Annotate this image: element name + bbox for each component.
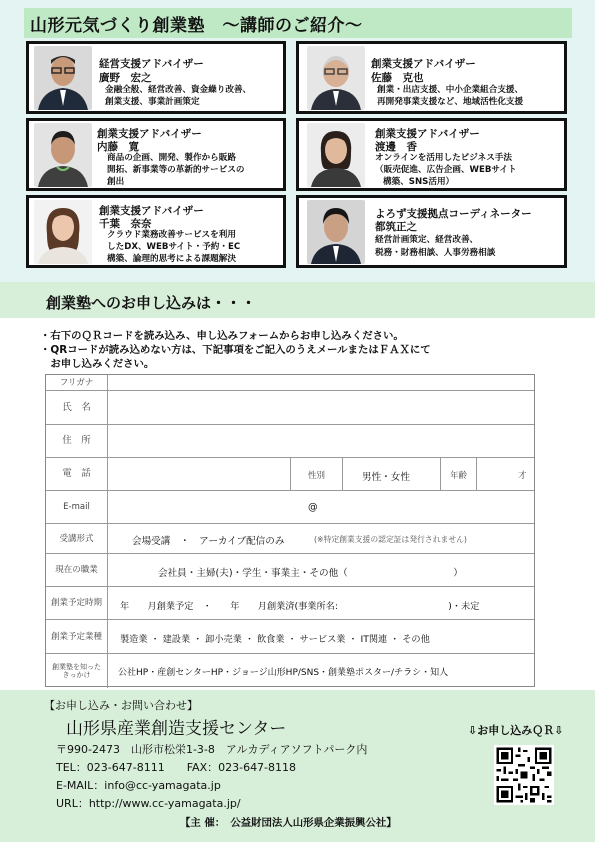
qr-code-icon[interactable] xyxy=(494,745,554,805)
instructor-desc-line: 商品の企画、開発、製作から販路 xyxy=(107,153,236,163)
cell-divider xyxy=(342,458,343,490)
form-row-industry xyxy=(46,620,534,654)
woman-photo xyxy=(34,200,92,264)
instructor-desc-line: （販売促進、広告企画、WEBサイト xyxy=(375,165,517,175)
field-label: 現在の職業 xyxy=(46,554,108,586)
field-label: 創業予定時期 xyxy=(46,587,108,619)
instructor-desc-line: 再開発事業支援など、地域活性化支援 xyxy=(377,97,524,107)
instructor-role: 創業支援アドバイザー xyxy=(99,205,204,217)
man-with-glasses-photo xyxy=(307,46,365,110)
organization-name: 山形県産業創造支援センター xyxy=(66,719,287,739)
form-row-name xyxy=(46,391,534,425)
instructor-role: 創業支援アドバイザー xyxy=(97,128,202,140)
instructor-desc-line: 金融全般、経営改善、資金繰り改善、 xyxy=(105,85,252,95)
contact-heading: 【お申し込み・お問い合わせ】 xyxy=(44,699,198,712)
start-date-options: 年 月創業予定 ・ 年 月創業済(事業所名: )・未定 xyxy=(120,601,480,612)
instructor-card xyxy=(26,118,286,191)
instructor-card xyxy=(296,195,567,268)
contact-address: 〒990-2473 山形市松栄1-3-8 アルカディアソフトパーク内 xyxy=(56,743,368,756)
instructor-name: 渡邊 香 xyxy=(375,141,417,153)
form-row-occupation xyxy=(46,554,534,587)
man-photo xyxy=(307,200,365,264)
instructor-card xyxy=(296,118,567,191)
instructor-name: 内藤 寛 xyxy=(97,141,139,153)
instructor-desc-line: 創業支援、事業計画策定 xyxy=(105,97,200,107)
instructor-card xyxy=(296,41,567,114)
application-form xyxy=(45,374,535,687)
contact-tel-fax: TEL：023-647-8111 FAX：023-647-8118 xyxy=(56,761,297,774)
instructor-desc-line: 開拓、新事業等の革新的サービスの xyxy=(107,165,245,175)
page-title: 山形元気づくり創業塾 ～講師のご紹介～ xyxy=(30,16,363,36)
instructor-desc-line: 構築、論理的思考による課題解決 xyxy=(107,254,236,264)
instructor-desc-line: したDX、WEBサイト・予約・EC xyxy=(107,242,241,252)
attendance-note: (※特定創業支援の認定証は発行されません) xyxy=(314,535,467,544)
cell-divider xyxy=(476,458,477,490)
instructor-desc-line: 構築、SNS活用） xyxy=(383,177,455,187)
age-label: 年齢 xyxy=(450,471,468,481)
instructor-card xyxy=(26,41,286,114)
contact-email: E-MAIL：info@cc-yamagata.jp xyxy=(56,779,221,792)
instructor-role: よろず支援拠点コーディネーター xyxy=(375,208,532,220)
qr-label: ⇩お申し込みＱＲ⇩ xyxy=(468,724,564,737)
woman-photo xyxy=(307,123,365,187)
field-label: 創業予定業種 xyxy=(46,620,108,653)
form-row-address xyxy=(46,425,534,458)
form-row-furigana xyxy=(46,375,534,391)
instructor-desc-line: 創出 xyxy=(107,177,125,187)
field-label: 電 話 xyxy=(46,458,108,490)
form-row-attendance xyxy=(46,524,534,554)
form-row-start-date xyxy=(46,587,534,620)
field-label: E-mail xyxy=(46,491,108,523)
man-with-glasses-photo xyxy=(34,46,92,110)
instruction-note: ・右下のＱＲコードを読み込み、申し込みフォームからお申し込みください。 xyxy=(40,330,404,342)
instructor-desc-line: 経営計画策定、経営改善、 xyxy=(375,235,479,245)
instructor-name: 千葉 奈奈 xyxy=(99,218,152,230)
instructor-role: 創業支援アドバイザー xyxy=(371,58,476,70)
cell-divider xyxy=(440,458,441,490)
instructor-card xyxy=(26,195,286,268)
cell-divider xyxy=(290,458,291,490)
field-label: 創業塾を知ったきっかけ xyxy=(46,654,108,688)
instructor-role: 創業支援アドバイザー xyxy=(375,128,480,140)
gender-label: 性別 xyxy=(308,471,326,481)
apply-title: 創業塾へのお申し込みは・・・ xyxy=(46,294,257,312)
instruction-note: お申し込みください。 xyxy=(40,358,155,370)
email-at-sign: @ xyxy=(308,502,318,513)
form-row-referral xyxy=(46,654,534,688)
field-label: 受講形式 xyxy=(46,524,108,553)
contact-url: URL：http://www.cc-yamagata.jp/ xyxy=(56,797,241,810)
gender-options: 男性・女性 xyxy=(362,472,410,483)
age-unit: 才 xyxy=(518,471,527,481)
instructor-name: 廣野 宏之 xyxy=(99,72,152,84)
instructor-name: 都筑正之 xyxy=(375,221,417,233)
sponsor-line: 【主 催： 公益財団法人山形県企業振興公社】 xyxy=(180,817,397,829)
form-row-phone xyxy=(46,458,534,491)
field-label: フリガナ xyxy=(46,375,108,390)
form-row-email xyxy=(46,491,534,524)
instructor-desc-line: クラウド業務改善サービスを利用 xyxy=(107,230,236,240)
instruction-note: ・QRコードが読み込めない方は、下記事項をご記入のうえメールまたはＦＡＸにて xyxy=(40,344,431,356)
referral-options: 公社HP・産創センターHP・ジョージ山形HP/SNS・創業塾ポスター/チラシ・知人 xyxy=(118,668,449,678)
instructor-desc-line: 税務・財務相談、人事労務相談 xyxy=(375,248,496,258)
industry-options: 製造業 ・ 建設業 ・ 卸小売業 ・ 飲食業 ・ サービス業 ・ IT関連 ・ その他 xyxy=(120,634,430,645)
instructor-desc-line: オンラインを活用したビジネス手法 xyxy=(375,153,512,163)
instructor-role: 経営支援アドバイザー xyxy=(99,58,204,70)
occupation-options: 会社員・主婦(夫)・学生・事業主・その他（ ） xyxy=(158,568,463,579)
attendance-options: 会場受講 ・ アーカイブ配信のみ xyxy=(132,536,285,547)
field-label: 住 所 xyxy=(46,425,108,457)
instructor-name: 佐藤 克也 xyxy=(371,72,424,84)
instructor-desc-line: 創業・出店支援、中小企業組合支援、 xyxy=(377,85,524,95)
field-label: 氏 名 xyxy=(46,391,108,424)
man-photo xyxy=(34,123,92,187)
